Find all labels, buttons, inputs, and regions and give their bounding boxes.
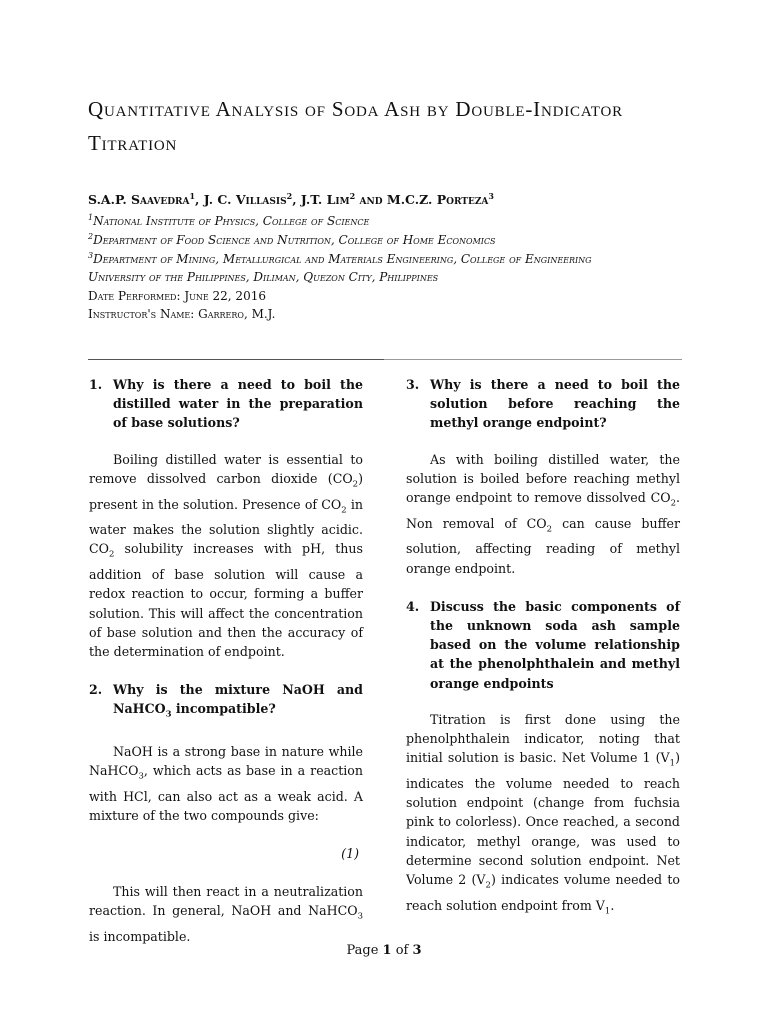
page-number: Page 1 of 3 xyxy=(346,943,422,958)
answer-3: As with boiling distilled water, the solution is boiled before reaching methyl orange endpoint to remove dissolved $CO_2$. Non removal of $CO_2$ can cause buffer solution, affecting reading of methyl orange endpoint. xyxy=(406,451,680,576)
university-line: University of the Philippines, Diliman, Quezon City, Philippines xyxy=(88,270,439,284)
right-column xyxy=(406,375,680,940)
affiliation-2: $^2$Department of Food Science and Nutrition, College of Home Economics xyxy=(88,232,496,247)
author-name: M.C.Z. Porteza xyxy=(386,192,489,208)
answer-2-followup: This will then react in a neutralization reaction. In general, NaOH and NaHCO$_3$ is incompatible. xyxy=(89,883,363,944)
answer-1: Boiling distilled water is essential to remove dissolved carbon dioxide $(CO_2)$ present in the solution. Presence of $CO_2$ in water makes the solution slightly acidic. $CO_2$ solubility increases with pH, thus addition of base solution will cause a redox reaction to occur, forming a buffer solution. This will affect the concentration of base solution and then the accuracy of the determination of endpoint. xyxy=(89,451,363,659)
divider-right xyxy=(384,359,682,360)
author-name: J.T. Lim xyxy=(300,192,350,208)
question-1: 1. Why is there a need to boil the distilled water in the preparation of base solutions? xyxy=(89,377,363,431)
left-column xyxy=(89,375,363,965)
date-performed: Date Performed: June 22, 2016 xyxy=(88,289,266,303)
question-2: 2. Why is the mixture NaOH and NaHCO$_3$ incompatible? xyxy=(89,682,363,720)
author-list: S.A.P. Saavedra$^1$, J. C. Villasis$^2$, J.T. Lim$^2$ and M.C.Z. Porteza$^3$ xyxy=(88,191,494,208)
author-name: J. C. Villasis xyxy=(203,192,287,208)
affiliation-1: $^1$National Institute of Physics, College of Science xyxy=(88,213,370,228)
answer-2: NaOH is a strong base in nature while NaHCO$_3$, which acts as base in a reaction with HCl, can also act as a weak acid. A mixture of the two compounds give: xyxy=(89,744,363,824)
author-name: S.A.P. Saavedra xyxy=(88,192,190,208)
instructor-name: Instructor's Name: Garrero, M.J. xyxy=(88,307,276,321)
paper-title: Quantitative Analysis of Soda Ash by Double-Indicator Titration xyxy=(88,97,623,155)
question-4: 4. Discuss the basic components of the unknown soda ash sample based on the volume relationship at the phenolphthalein and methyl orange endpoints xyxy=(406,598,680,691)
question-3: 3. Why is there a need to boil the solution before reaching the methyl orange endpoint? xyxy=(406,377,680,431)
divider-left xyxy=(88,359,384,360)
equation-number: (1) xyxy=(341,846,359,862)
affiliation-3: $^3$Department of Mining, Metallurgical and Materials Engineering, College of Engineering xyxy=(88,251,592,266)
answer-4: Titration is first done using the phenolphthalein indicator, noting that initial solution is basic. Net Volume 1 $(V_1)$ indicates the volume needed to reach solution endpoint (change from fuchsia pink to colorless). Once reached, a second indicator, methyl orange, was used to determine second solution endpoint. Net Volume 2 $(V_2)$ indicates volume needed to reach solution endpoint from $V_1$. xyxy=(406,711,680,917)
